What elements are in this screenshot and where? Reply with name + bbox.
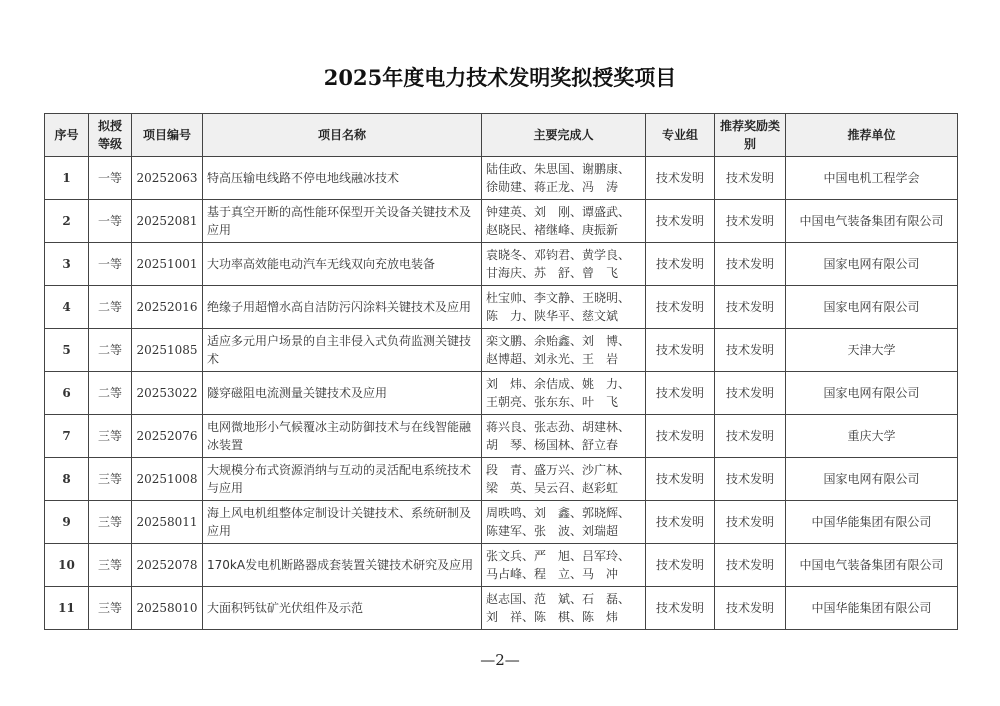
row-number-cell: 6	[45, 372, 89, 415]
grade-cell: 三等	[89, 544, 132, 587]
row-number-cell: 4	[45, 286, 89, 329]
row-number-cell: 8	[45, 458, 89, 501]
grade-cell: 三等	[89, 587, 132, 630]
main-contributors-cell: 张文兵、严 旭、吕军玲、马占峰、程 立、马 冲	[482, 544, 646, 587]
project-code-cell: 20252016	[132, 286, 203, 329]
header-no: 序号	[45, 114, 89, 157]
table-row	[45, 329, 958, 372]
award-category-cell: 技术发明	[715, 372, 786, 415]
row-number-cell: 11	[45, 587, 89, 630]
table-header-row	[45, 114, 958, 157]
header-category: 推荐奖励类别	[715, 114, 786, 157]
award-category-cell: 技术发明	[715, 243, 786, 286]
project-name-cell: 大面积钙钛矿光伏组件及示范	[203, 587, 482, 630]
main-contributors-cell: 栾文鹏、余贻鑫、刘 博、赵博超、刘永光、王 岩	[482, 329, 646, 372]
grade-cell: 一等	[89, 200, 132, 243]
specialty-group-cell: 技术发明	[646, 243, 715, 286]
award-category-cell: 技术发明	[715, 157, 786, 200]
project-name-cell: 海上风电机组整体定制设计关键技术、系统研制及应用	[203, 501, 482, 544]
award-category-cell: 技术发明	[715, 587, 786, 630]
main-contributors-cell: 陆佳政、朱思国、谢鹏康、徐勋建、蒋正龙、冯 涛	[482, 157, 646, 200]
row-number-cell: 10	[45, 544, 89, 587]
project-code-cell: 20251001	[132, 243, 203, 286]
project-name-cell: 隧穿磁阻电流测量关键技术及应用	[203, 372, 482, 415]
project-code-cell: 20253022	[132, 372, 203, 415]
project-name-cell: 绝缘子用超憎水高自洁防污闪涂料关键技术及应用	[203, 286, 482, 329]
header-grade: 拟授等级	[89, 114, 132, 157]
header-name: 项目名称	[203, 114, 482, 157]
award-category-cell: 技术发明	[715, 200, 786, 243]
table-row	[45, 501, 958, 544]
table-row	[45, 415, 958, 458]
project-code-cell: 20252081	[132, 200, 203, 243]
grade-cell: 二等	[89, 329, 132, 372]
header-unit: 推荐单位	[786, 114, 958, 157]
project-name-cell: 大功率高效能电动汽车无线双向充放电装备	[203, 243, 482, 286]
grade-cell: 三等	[89, 501, 132, 544]
grade-cell: 三等	[89, 458, 132, 501]
specialty-group-cell: 技术发明	[646, 200, 715, 243]
recommending-unit-cell: 中国华能集团有限公司	[786, 587, 958, 630]
specialty-group-cell: 技术发明	[646, 286, 715, 329]
grade-cell: 二等	[89, 372, 132, 415]
recommending-unit-cell: 中国电气装备集团有限公司	[786, 544, 958, 587]
specialty-group-cell: 技术发明	[646, 587, 715, 630]
specialty-group-cell: 技术发明	[646, 458, 715, 501]
award-category-cell: 技术发明	[715, 458, 786, 501]
recommending-unit-cell: 国家电网有限公司	[786, 243, 958, 286]
main-contributors-cell: 周昳鸣、刘 鑫、郭晓辉、陈建军、张 波、刘瑞超	[482, 501, 646, 544]
specialty-group-cell: 技术发明	[646, 415, 715, 458]
project-name-cell: 电网微地形小气候覆冰主动防御技术与在线智能融冰装置	[203, 415, 482, 458]
table-row	[45, 372, 958, 415]
row-number-cell: 3	[45, 243, 89, 286]
recommending-unit-cell: 国家电网有限公司	[786, 458, 958, 501]
project-code-cell: 20252063	[132, 157, 203, 200]
recommending-unit-cell: 国家电网有限公司	[786, 286, 958, 329]
grade-cell: 一等	[89, 243, 132, 286]
recommending-unit-cell: 中国华能集团有限公司	[786, 501, 958, 544]
table-row	[45, 544, 958, 587]
main-contributors-cell: 杜宝帅、李文静、王晓明、陈 力、陕华平、慈文斌	[482, 286, 646, 329]
document-title: 2025年度电力技术发明奖拟授奖项目	[323, 65, 677, 90]
row-number-cell: 9	[45, 501, 89, 544]
recommending-unit-cell: 中国电气装备集团有限公司	[786, 200, 958, 243]
specialty-group-cell: 技术发明	[646, 544, 715, 587]
recommending-unit-cell: 中国电机工程学会	[786, 157, 958, 200]
row-number-cell: 5	[45, 329, 89, 372]
row-number-cell: 1	[45, 157, 89, 200]
main-contributors-cell: 刘 炜、余佶成、姚 力、王朝亮、张东东、叶 飞	[482, 372, 646, 415]
header-people: 主要完成人	[482, 114, 646, 157]
project-name-cell: 170kA发电机断路器成套装置关键技术研究及应用	[203, 544, 482, 587]
grade-cell: 二等	[89, 286, 132, 329]
main-contributors-cell: 钟建英、刘 刚、谭盛武、赵晓民、褚继峰、庚振新	[482, 200, 646, 243]
table-row	[45, 243, 958, 286]
main-contributors-cell: 段 青、盛万兴、沙广林、梁 英、吴云召、赵彩虹	[482, 458, 646, 501]
recommending-unit-cell: 重庆大学	[786, 415, 958, 458]
project-name-cell: 适应多元用户场景的自主非侵入式负荷监测关键技术	[203, 329, 482, 372]
header-group: 专业组	[646, 114, 715, 157]
table-row	[45, 587, 958, 630]
page-number: —2—	[480, 651, 520, 669]
recommending-unit-cell: 天津大学	[786, 329, 958, 372]
project-code-cell: 20258011	[132, 501, 203, 544]
specialty-group-cell: 技术发明	[646, 501, 715, 544]
main-contributors-cell: 赵志国、范 斌、石 磊、刘 祥、陈 棋、陈 炜	[482, 587, 646, 630]
project-name-cell: 特高压输电线路不停电地线融冰技术	[203, 157, 482, 200]
award-table	[44, 113, 958, 630]
grade-cell: 一等	[89, 157, 132, 200]
award-category-cell: 技术发明	[715, 415, 786, 458]
project-code-cell: 20258010	[132, 587, 203, 630]
specialty-group-cell: 技术发明	[646, 329, 715, 372]
table-row	[45, 200, 958, 243]
award-category-cell: 技术发明	[715, 544, 786, 587]
recommending-unit-cell: 国家电网有限公司	[786, 372, 958, 415]
project-code-cell: 20252078	[132, 544, 203, 587]
project-name-cell: 基于真空开断的高性能环保型开关设备关键技术及应用	[203, 200, 482, 243]
award-category-cell: 技术发明	[715, 501, 786, 544]
row-number-cell: 2	[45, 200, 89, 243]
main-contributors-cell: 袁晓冬、邓钧君、黄学良、甘海庆、苏 舒、曾 飞	[482, 243, 646, 286]
project-code-cell: 20251085	[132, 329, 203, 372]
award-category-cell: 技术发明	[715, 286, 786, 329]
project-code-cell: 20251008	[132, 458, 203, 501]
grade-cell: 三等	[89, 415, 132, 458]
project-name-cell: 大规模分布式资源消纳与互动的灵活配电系统技术与应用	[203, 458, 482, 501]
table-row	[45, 157, 958, 200]
specialty-group-cell: 技术发明	[646, 157, 715, 200]
row-number-cell: 7	[45, 415, 89, 458]
award-category-cell: 技术发明	[715, 329, 786, 372]
table-row	[45, 286, 958, 329]
project-code-cell: 20252076	[132, 415, 203, 458]
specialty-group-cell: 技术发明	[646, 372, 715, 415]
header-code: 项目编号	[132, 114, 203, 157]
main-contributors-cell: 蒋兴良、张志劲、胡建林、胡 琴、杨国林、舒立春	[482, 415, 646, 458]
table-row	[45, 458, 958, 501]
